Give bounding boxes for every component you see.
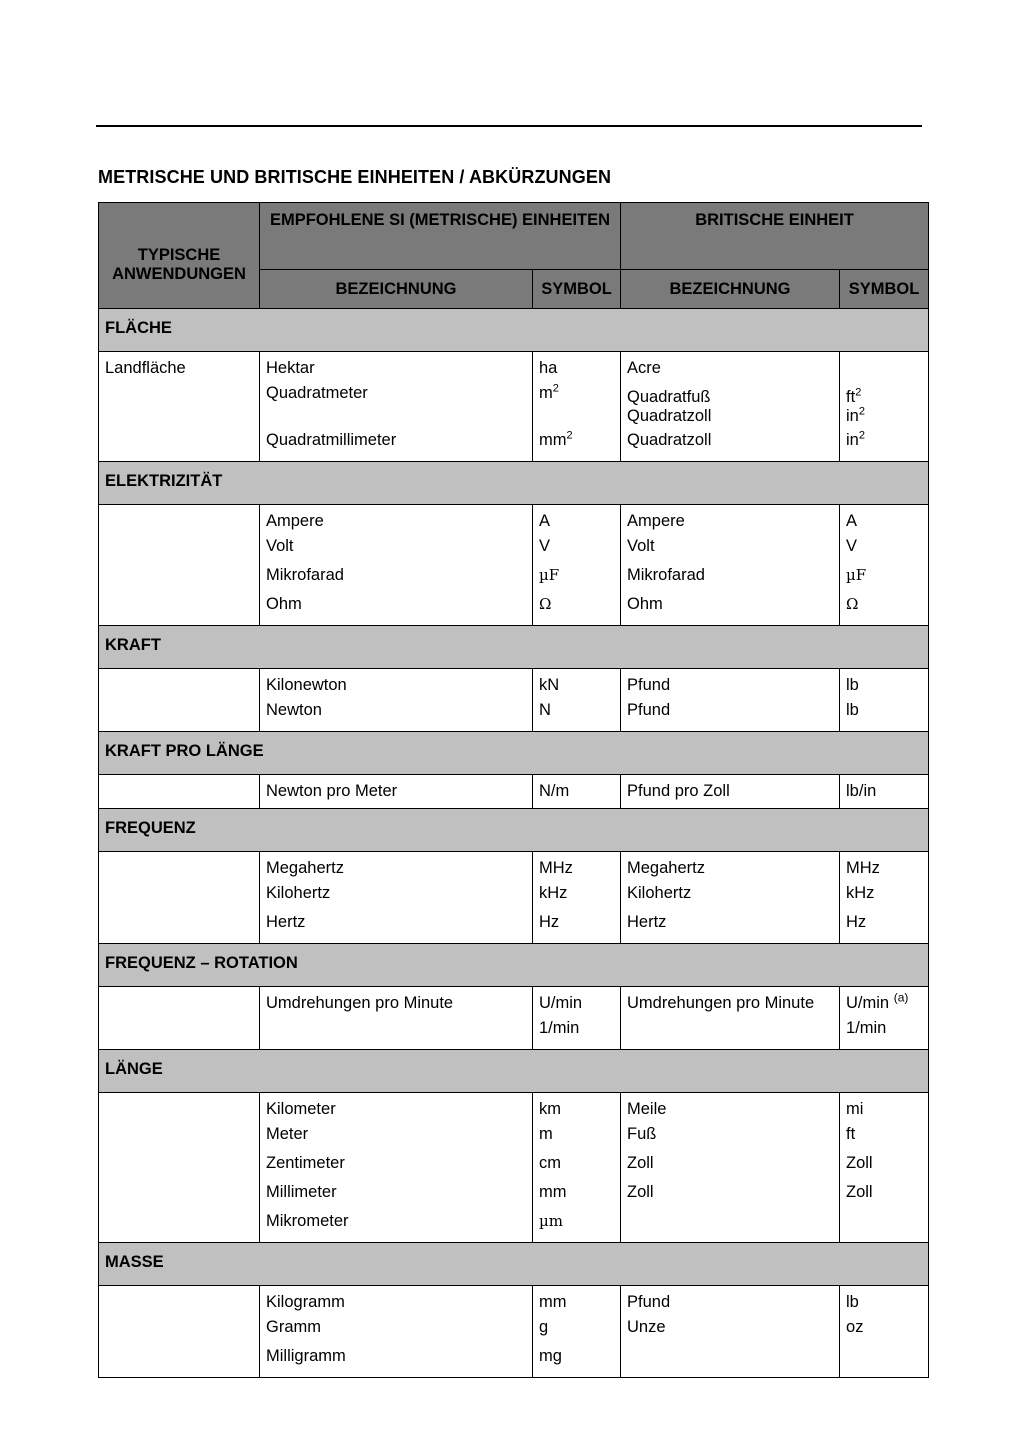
si-symbol: µm xyxy=(533,1209,621,1243)
section-title: KRAFT PRO LÄNGE xyxy=(99,732,929,775)
br-name xyxy=(621,1344,840,1378)
br-name-line1: Quadratfuß xyxy=(627,388,711,406)
header-typical: TYPISCHE ANWENDUNGEN xyxy=(99,203,260,309)
br-symbol: µF xyxy=(840,563,929,592)
br-name: Pfund xyxy=(621,1286,840,1316)
si-symbol-base: mm xyxy=(539,431,567,449)
br-symbol xyxy=(840,1344,929,1378)
si-symbol: 1/min xyxy=(533,1016,621,1050)
br-symbol: lb xyxy=(840,1286,929,1316)
br-name: Ohm xyxy=(621,592,840,626)
si-name: Gramm xyxy=(260,1315,533,1344)
si-symbol: A xyxy=(533,505,621,535)
si-name: Milligramm xyxy=(260,1344,533,1378)
table-row xyxy=(99,852,929,882)
br-symbol: kHz xyxy=(840,881,929,910)
section-header xyxy=(99,1243,929,1286)
si-symbol: cm xyxy=(533,1151,621,1180)
header-si: EMPFOHLENE SI (METRISCHE) EINHEITEN xyxy=(260,203,621,270)
si-name: Quadratmeter xyxy=(260,381,533,428)
br-symbol xyxy=(840,1209,929,1243)
br-name: Ampere xyxy=(621,505,840,535)
section-title: FREQUENZ – ROTATION xyxy=(99,944,929,987)
si-symbol: µF xyxy=(533,563,621,592)
table-row xyxy=(99,775,929,809)
br-symbol: V xyxy=(840,534,929,563)
br-name: Pfund xyxy=(621,698,840,732)
br-name: Volt xyxy=(621,534,840,563)
br-name: Fuß xyxy=(621,1122,840,1151)
si-symbol: km xyxy=(533,1093,621,1123)
br-name: Mikrofarad xyxy=(621,563,840,592)
si-symbol: ha xyxy=(533,352,621,382)
br-symbol: lb xyxy=(840,698,929,732)
si-symbol: kN xyxy=(533,669,621,699)
section-title: KRAFT xyxy=(99,626,929,669)
br-symbol: MHz xyxy=(840,852,929,882)
br-symbol-base: U/min xyxy=(846,994,890,1012)
si-name: Kilogramm xyxy=(260,1286,533,1316)
br-name xyxy=(621,1209,840,1243)
br-name xyxy=(621,1016,840,1050)
header-si-name: BEZEICHNUNG xyxy=(260,270,533,309)
si-name: Zentimeter xyxy=(260,1151,533,1180)
section-header xyxy=(99,462,929,505)
br-name: Megahertz xyxy=(621,852,840,882)
si-symbol: Hz xyxy=(533,910,621,944)
si-name: Ampere xyxy=(260,505,533,535)
br-name xyxy=(621,381,840,428)
si-symbol: MHz xyxy=(533,852,621,882)
si-name: Newton pro Meter xyxy=(260,775,533,809)
br-symbol-base: in xyxy=(846,407,859,425)
si-symbol: g xyxy=(533,1315,621,1344)
br-symbol-base: ft xyxy=(846,388,856,406)
header-br-name: BEZEICHNUNG xyxy=(621,270,840,309)
br-name: Pfund pro Zoll xyxy=(621,775,840,809)
br-symbol: lb/in xyxy=(840,775,929,809)
si-symbol: N/m xyxy=(533,775,621,809)
br-name: Quadratzoll xyxy=(621,428,840,462)
br-name: Acre xyxy=(621,352,840,382)
si-name: Kilometer xyxy=(260,1093,533,1123)
br-name: Meile xyxy=(621,1093,840,1123)
si-name xyxy=(260,1016,533,1050)
application-cell xyxy=(99,852,260,944)
section-header xyxy=(99,309,929,352)
br-symbol-base: in xyxy=(846,431,859,449)
section-title: LÄNGE xyxy=(99,1050,929,1093)
si-name: Millimeter xyxy=(260,1180,533,1209)
application-cell xyxy=(99,505,260,626)
section-header xyxy=(99,732,929,775)
si-name: Mikrometer xyxy=(260,1209,533,1243)
si-symbol-exponent: 2 xyxy=(566,429,573,442)
header-br-symbol: SYMBOL xyxy=(840,270,929,309)
br-symbol: Hz xyxy=(840,910,929,944)
section-title: FREQUENZ xyxy=(99,809,929,852)
br-name: Unze xyxy=(621,1315,840,1344)
si-symbol: mm xyxy=(533,1180,621,1209)
si-name: Hektar xyxy=(260,352,533,382)
table-row xyxy=(99,1286,929,1316)
table-row xyxy=(99,987,929,1017)
header-british: BRITISCHE EINHEIT xyxy=(621,203,929,270)
br-symbol xyxy=(840,381,929,428)
si-name: Mikrofarad xyxy=(260,563,533,592)
si-name: Hertz xyxy=(260,910,533,944)
br-symbol-exponent: 2 xyxy=(858,405,865,418)
br-symbol: Zoll xyxy=(840,1151,929,1180)
table-row xyxy=(99,505,929,535)
header-si-symbol: SYMBOL xyxy=(533,270,621,309)
br-symbol-exponent: 2 xyxy=(858,429,865,442)
application-cell: Landfläche xyxy=(99,352,260,462)
si-symbol: m xyxy=(533,1122,621,1151)
si-symbol: V xyxy=(533,534,621,563)
br-symbol-line1 xyxy=(846,382,922,407)
section-title: ELEKTRIZITÄT xyxy=(99,462,929,505)
section-title: MASSE xyxy=(99,1243,929,1286)
si-name: Umdrehungen pro Minute xyxy=(260,987,533,1017)
section-header xyxy=(99,809,929,852)
si-name: Meter xyxy=(260,1122,533,1151)
si-symbol xyxy=(533,428,621,462)
si-symbol: mm xyxy=(533,1286,621,1316)
si-symbol xyxy=(533,381,621,428)
top-rule xyxy=(96,125,922,127)
br-symbol: 1/min xyxy=(840,1016,929,1050)
units-table xyxy=(98,202,929,1378)
br-symbol xyxy=(840,352,929,382)
si-name: Ohm xyxy=(260,592,533,626)
page-title: METRISCHE UND BRITISCHE EINHEITEN / ABKÜRZUNGEN xyxy=(98,167,612,187)
si-name: Megahertz xyxy=(260,852,533,882)
si-symbol: Ω xyxy=(533,592,621,626)
table-row xyxy=(99,669,929,699)
si-name: Kilohertz xyxy=(260,881,533,910)
application-cell xyxy=(99,1286,260,1378)
table-row xyxy=(99,352,929,382)
si-symbol-base: m xyxy=(539,384,553,402)
br-symbol-line2 xyxy=(846,407,922,426)
br-symbol xyxy=(840,987,929,1017)
table-row xyxy=(99,1093,929,1123)
si-symbol: U/min xyxy=(533,987,621,1017)
br-symbol xyxy=(840,428,929,462)
si-name: Volt xyxy=(260,534,533,563)
br-name: Kilohertz xyxy=(621,881,840,910)
br-symbol: oz xyxy=(840,1315,929,1344)
application-cell xyxy=(99,775,260,809)
application-cell xyxy=(99,987,260,1050)
si-symbol: N xyxy=(533,698,621,732)
si-symbol-exponent: 2 xyxy=(552,382,559,395)
footnote-marker: (a) xyxy=(893,990,909,1005)
br-symbol-exponent: 2 xyxy=(855,386,862,399)
application-cell xyxy=(99,1093,260,1243)
br-name: Zoll xyxy=(621,1180,840,1209)
si-symbol: kHz xyxy=(533,881,621,910)
br-symbol: A xyxy=(840,505,929,535)
br-symbol: ft xyxy=(840,1122,929,1151)
application-cell xyxy=(99,669,260,732)
br-symbol: lb xyxy=(840,669,929,699)
br-name: Umdrehungen pro Minute xyxy=(621,987,840,1017)
br-symbol: Ω xyxy=(840,592,929,626)
si-name: Newton xyxy=(260,698,533,732)
section-header xyxy=(99,626,929,669)
br-symbol: Zoll xyxy=(840,1180,929,1209)
si-name: Quadratmillimeter xyxy=(260,428,533,462)
section-header xyxy=(99,944,929,987)
si-name: Kilonewton xyxy=(260,669,533,699)
br-name: Pfund xyxy=(621,669,840,699)
si-symbol: mg xyxy=(533,1344,621,1378)
section-header xyxy=(99,1050,929,1093)
br-symbol: mi xyxy=(840,1093,929,1123)
br-name: Zoll xyxy=(621,1151,840,1180)
br-name-line2: Quadratzoll xyxy=(627,407,712,425)
section-title: FLÄCHE xyxy=(99,309,929,352)
br-name: Hertz xyxy=(621,910,840,944)
